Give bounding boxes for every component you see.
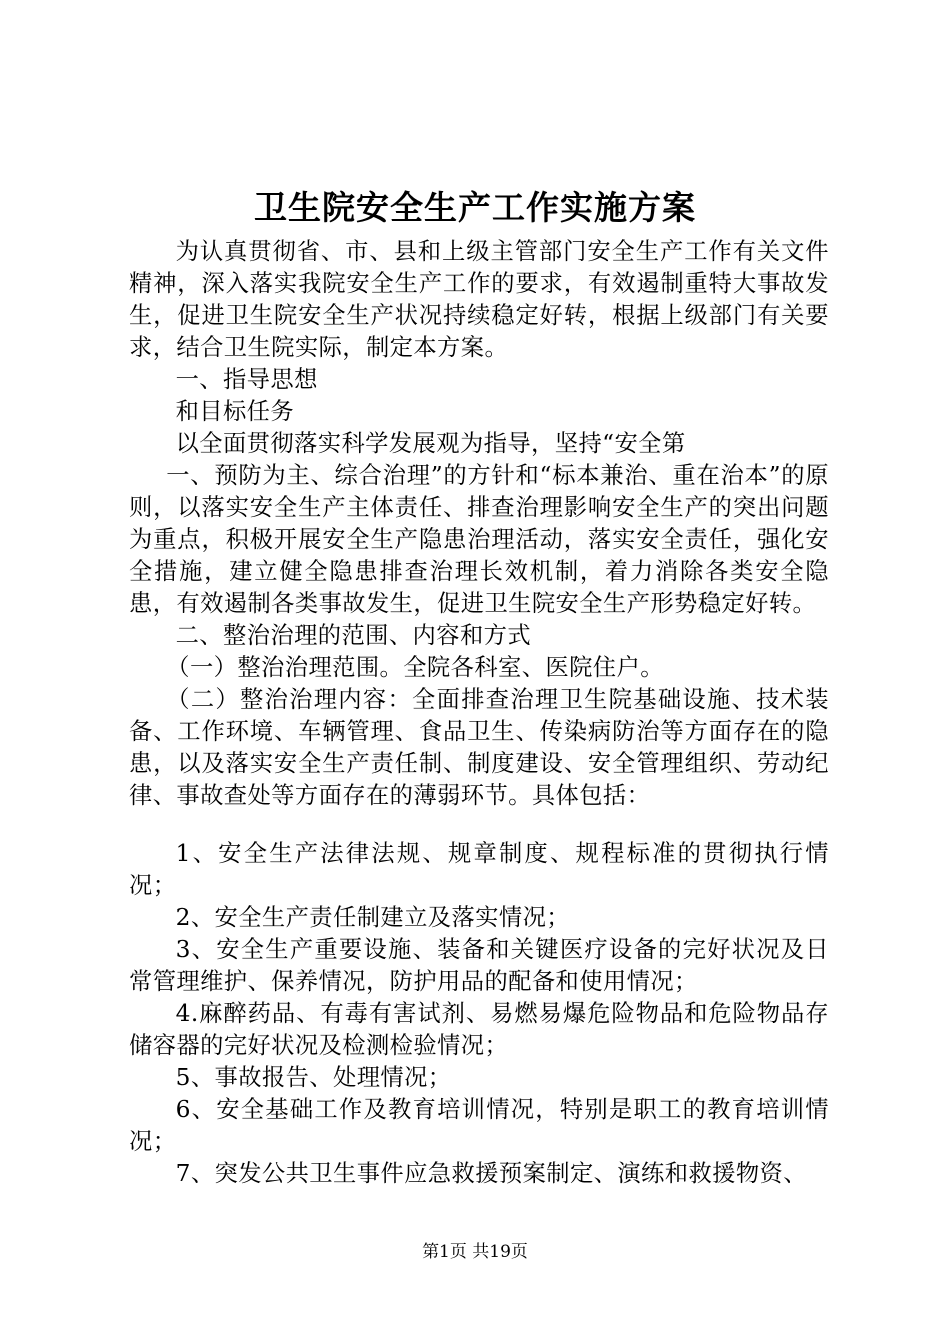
list-item: 6、安全基础工作及教育培训情况，特别是职工的教育培训情况；: [129, 1096, 829, 1155]
guiding-paragraph-start: 以全面贯彻落实科学发展观为指导，坚持“安全第: [175, 430, 686, 457]
guiding-paragraph-body: 一、预防为主、综合治理”的方针和“标本兼治、重在治本”的原则，以落实安全生产主体责任、排查治理影响安全生产的突出问题为重点，积极开展安全生产隐患治理活动，落实安全责任，强化安全措施，建立健全隐患排查治理长效机制，着力消除各类安全隐患，有效遏制各类事故发生，促进卫生院安全生产形势稳定好转。: [129, 462, 829, 617]
section-heading-objectives: 和目标任务: [175, 398, 295, 425]
intro-paragraph: 为认真贯彻省、市、县和上级主管部门安全生产工作有关文件精神，深入落实我院安全生产工作的要求，有效遏制重特大事故发生，促进卫生院安全生产状况持续稳定好转，根据上级部门有关要求，结合卫生院实际，制定本方案。: [129, 238, 829, 361]
document-title: 卫生院安全生产工作实施方案: [254, 188, 696, 227]
list-item: 4.麻醉药品、有毒有害试剂、易燃易爆危险物品和危险物品存储容器的完好状况及检测检验情况；: [129, 1000, 829, 1059]
list-item: 2、安全生产责任制建立及落实情况；: [175, 904, 570, 931]
section-heading-scope: 二、整治治理的范围、内容和方式: [175, 622, 532, 649]
list-item: 1、安全生产法律法规、规章制度、规程标准的贯彻执行情况；: [129, 840, 829, 899]
content-paragraph: （二）整治治理内容：全面排查治理卫生院基础设施、技术装备、工作环境、车辆管理、食品卫生、传染病防治等方面存在的隐患，以及落实安全生产责任制、制度建设、安全管理组织、劳动纪律、事故查处等方面存在的薄弱环节。具体包括：: [129, 686, 829, 809]
scope-paragraph: （一）整治治理范围。全院各科室、医院住户。: [166, 654, 664, 681]
paragraph-gap: [129, 812, 829, 838]
document-body: [129, 236, 829, 1190]
page-number-footer: 第1页 共19页: [422, 1242, 528, 1262]
list-item: 7、突发公共卫生事件应急救援预案制定、演练和救援物资、: [175, 1160, 807, 1187]
list-item: 5、事故报告、处理情况；: [175, 1064, 452, 1091]
section-heading-guiding-thought: 一、指导思想: [175, 366, 318, 393]
list-item: 3、安全生产重要设施、装备和关键医疗设备的完好状况及日常管理维护、保养情况，防护用品的配备和使用情况；: [129, 936, 829, 995]
